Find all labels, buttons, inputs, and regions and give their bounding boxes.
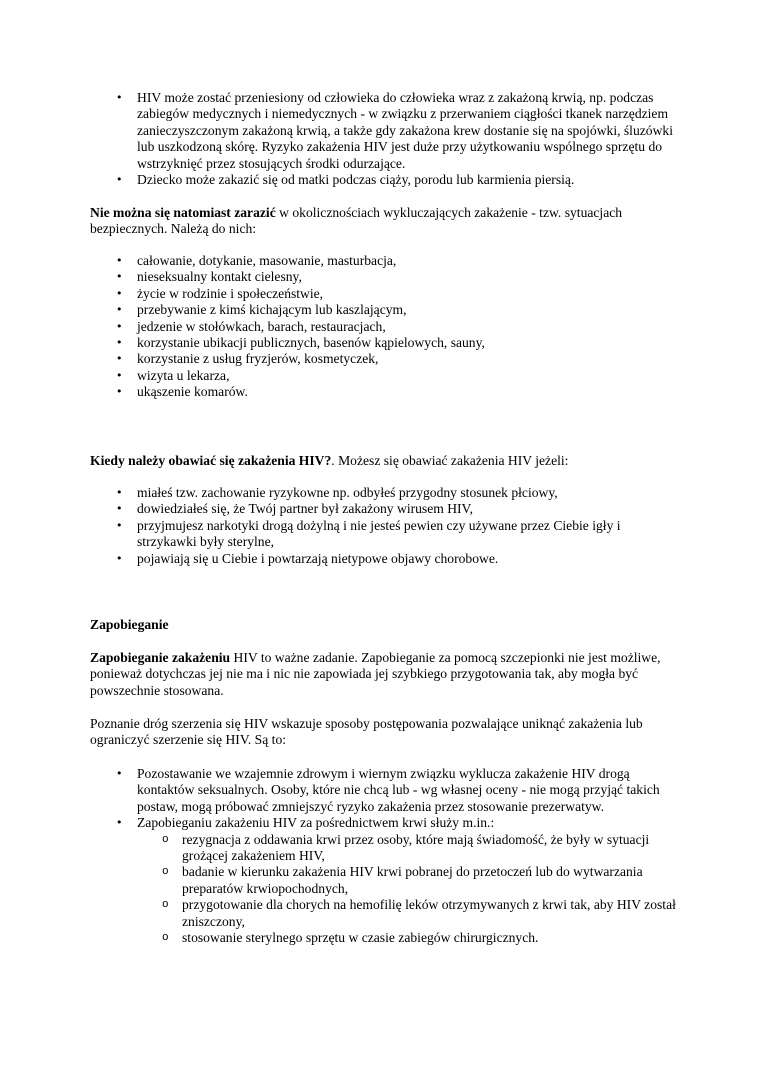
- sublist-item: o przygotowanie dla chorych na hemofilię leków otrzymywanych z krwi tak, aby HIV został zniszczony,: [137, 897, 680, 930]
- transmission-routes-paragraph: Poznanie dróg szerzenia się HIV wskazuje sposoby postępowania pozwalające uniknąć zakażenia lub ograniczyć szerzenie się HIV. Są to:: [90, 716, 643, 748]
- section-heading: [90, 617, 680, 633]
- list-item: • wizyta u lekarza,: [90, 368, 680, 384]
- prevention-paragraph: [90, 650, 680, 699]
- list-item: • miałeś tzw. zachowanie ryzykowne np. odbyłeś przygodny stosunek płciowy,: [90, 485, 680, 501]
- list-item: • Pozostawanie we wzajemnie zdrowym i wiernym związku wyklucza zakażenie HIV drogą kontaktów seksualnych. Osoby, które nie chcą lub - wg własnej oceny - nie mogą przyjąć takich postaw, mogą próbować zmniejszyć ryzyko zakażenia przez stosowanie prezerwatyw.: [90, 766, 680, 815]
- when-worry-list: [90, 485, 680, 567]
- sublist-item: o stosowanie sterylnego sprzętu w czasie zabiegów chirurgicznych.: [137, 930, 680, 946]
- when-lead-text: . Możesz się obawiać zakażenia HIV jeżeli:: [331, 453, 569, 468]
- prevention-lead-text: HIV to ważne zadanie. Zapobieganie za pomocą szczepionki nie jest możliwe, ponieważ dotychczas jej nie ma i nic nie zapowiada jej szybkiego przygotowania tak, aby mogła być powszechnie stosowana.: [90, 650, 661, 698]
- when-lead-bold: Kiedy należy obawiać się zakażenia HIV?: [90, 453, 332, 468]
- safe-situations-intro: [90, 205, 680, 238]
- safe-situations-list: [90, 253, 680, 401]
- list-item-text: Zapobieganiu zakażeniu HIV za pośrednictwem krwi służy m.in.:: [137, 815, 495, 831]
- list-item: • pojawiają się u Ciebie i powtarzają nietypowe objawy chorobowe.: [90, 551, 680, 567]
- prevention-lead-bold: Zapobieganie zakażeniu: [90, 650, 231, 665]
- sublist-item: o badanie w kierunku zakażenia HIV krwi pobranej do przetoczeń lub do wytwarzania preparatów krwiopochodnych,: [137, 864, 680, 897]
- list-item: • przebywanie z kimś kichającym lub kaszlającym,: [90, 302, 680, 318]
- sublist-item: o rezygnacja z oddawania krwi przez osoby, które mają świadomość, że były w sytuacji grożącej zakażeniem HIV,: [137, 832, 680, 865]
- safe-lead-text: w okolicznościach wykluczających zakażenie - tzw. sytuacjach bezpiecznych. Należą do nich:: [90, 205, 623, 237]
- prevention-list: [90, 766, 680, 946]
- list-item: • ukąszenie komarów.: [90, 384, 680, 400]
- list-item: • całowanie, dotykanie, masowanie, masturbacja,: [90, 253, 680, 269]
- list-item: • Dziecko może zakazić się od matki podczas ciąży, porodu lub karmienia piersią.: [90, 172, 680, 188]
- when-worry-intro: [90, 453, 680, 469]
- list-item: • dowiedziałeś się, że Twój partner był zakażony wirusem HIV,: [90, 501, 680, 517]
- list-item: • HIV może zostać przeniesiony od człowieka do człowieka wraz z zakażoną krwią, np. podczas zabiegów medycznych i niemedycznych - w związku z przerwaniem ciągłości tkanek narzędziem zanieczyszczonym zakażoną krwią, a także gdy zakażona krew dostanie się na spojówki, śluzówki lub uszkodzoną skórę. Ryzyko zakażenia HIV jest duże przy użytkowaniu wspólnego sprzętu do wstrzyknięć przez stosujących środki odurzające.: [90, 90, 680, 172]
- list-item: • przyjmujesz narkotyki drogą dożylną i nie jesteś pewien czy używane przez Ciebie igły i strzykawki były sterylne,: [90, 518, 680, 551]
- list-item: • korzystanie z usług fryzjerów, kosmetyczek,: [90, 351, 680, 367]
- list-item: • życie w rodzinie i społeczeństwie,: [90, 286, 680, 302]
- transmission-list: [90, 90, 680, 188]
- list-item: • nieseksualny kontakt cielesny,: [90, 269, 680, 285]
- blood-prevention-sublist: [137, 832, 680, 947]
- safe-lead-bold: Nie można się natomiast zarazić: [90, 205, 276, 220]
- list-item: • jedzenie w stołówkach, barach, restauracjach,: [90, 319, 680, 335]
- list-item: [90, 815, 680, 946]
- heading-text: Zapobieganie: [90, 617, 169, 632]
- list-item: • korzystanie ubikacji publicznych, basenów kąpielowych, sauny,: [90, 335, 680, 351]
